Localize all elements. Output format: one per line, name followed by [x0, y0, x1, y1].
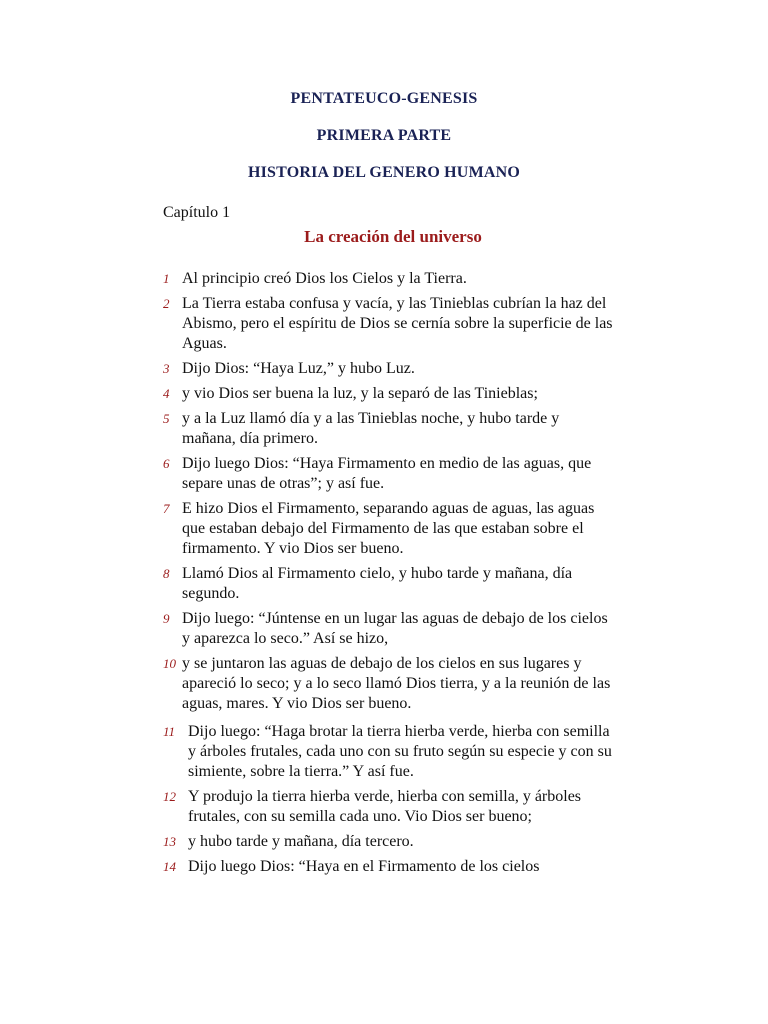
- part-title: PRIMERA PARTE: [316, 127, 452, 144]
- chapter-label: Capítulo 1: [163, 204, 231, 221]
- verse-14: [163, 857, 613, 877]
- verse-text: E hizo Dios el Firmamento, separando aguas de aguas, las aguas que estaban debajo del Firmamento de las que estaban sobre el firmamento. Y vio Dios ser bueno.: [182, 500, 595, 557]
- verse-text: y a la Luz llamó día y a las Tinieblas noche, y hubo tarde y mañana, día primero.: [182, 410, 560, 447]
- chapter-title: La creación del universo: [304, 227, 482, 246]
- verse-text: Dijo Dios: “Haya Luz,” y hubo Luz.: [182, 360, 415, 377]
- verse-number: 6: [163, 456, 170, 471]
- verse-text: Dijo luego: “Júntense en un lugar las aguas de debajo de los cielos y aparezca lo seco.” Así se hizo,: [182, 610, 608, 647]
- verse-8: [163, 564, 613, 604]
- verse-5: [163, 409, 613, 449]
- verse-10: [163, 654, 613, 714]
- verse-number: 3: [163, 361, 170, 376]
- verse-3: [163, 359, 613, 379]
- verse-12: [163, 787, 613, 827]
- verse-2: [163, 294, 613, 354]
- verse-6: [163, 454, 613, 494]
- verse-11: [163, 722, 613, 782]
- verse-number: 5: [163, 411, 170, 426]
- verse-number: 11: [163, 724, 176, 739]
- verse-number: 4: [163, 386, 170, 401]
- verse-text: y hubo tarde y mañana, día tercero.: [188, 833, 414, 850]
- verse-text: Al principio creó Dios los Cielos y la Tierra.: [182, 270, 467, 287]
- verse-number: 9: [163, 611, 170, 626]
- verse-number: 2: [163, 296, 170, 311]
- verse-1: [163, 269, 613, 289]
- verse-number: 12: [163, 789, 176, 804]
- verse-text: Llamó Dios al Firmamento cielo, y hubo tarde y mañana, día segundo.: [182, 565, 573, 602]
- verse-text: y se juntaron las aguas de debajo de los cielos en sus lugares y apareció lo seco; y a lo seco llamó Dios tierra, y a la reunión de las aguas, mares. Y vio Dios ser bueno.: [182, 655, 611, 712]
- verse-text: La Tierra estaba confusa y vacía, y las Tinieblas cubrían la haz del Abismo, pero el espíritu de Dios se cernía sobre la superficie de las Aguas.: [182, 295, 613, 352]
- verse-4: [163, 384, 613, 404]
- verse-number: 7: [163, 501, 170, 516]
- verse-7: [163, 499, 613, 559]
- verse-9: [163, 609, 613, 649]
- verse-number: 1: [163, 271, 170, 286]
- verse-13: [163, 832, 613, 852]
- verse-text: Dijo luego: “Haga brotar la tierra hierba verde, hierba con semilla y árboles frutales, cada uno con su fruto según su especie y con su simiente, sobre la tierra.” Y así fue.: [188, 723, 612, 780]
- verse-number: 13: [163, 834, 176, 849]
- verse-text: Y produjo la tierra hierba verde, hierba con semilla, y árboles frutales, con su semilla cada uno. Vio Dios ser bueno;: [188, 788, 582, 825]
- verse-number: 10: [163, 656, 176, 671]
- verse-number: 14: [163, 859, 176, 874]
- verse-text: Dijo luego Dios: “Haya Firmamento en medio de las aguas, que separe unas de otras”; y así fue.: [182, 455, 592, 492]
- verse-number: 8: [163, 566, 170, 581]
- book-title: PENTATEUCO-GENESIS: [290, 90, 478, 107]
- verse-text: y vio Dios ser buena la luz, y la separó de las Tinieblas;: [182, 385, 538, 402]
- verse-text: Dijo luego Dios: “Haya en el Firmamento de los cielos: [188, 858, 540, 875]
- verse-list: [163, 269, 613, 882]
- section-title: HISTORIA DEL GENERO HUMANO: [247, 164, 521, 181]
